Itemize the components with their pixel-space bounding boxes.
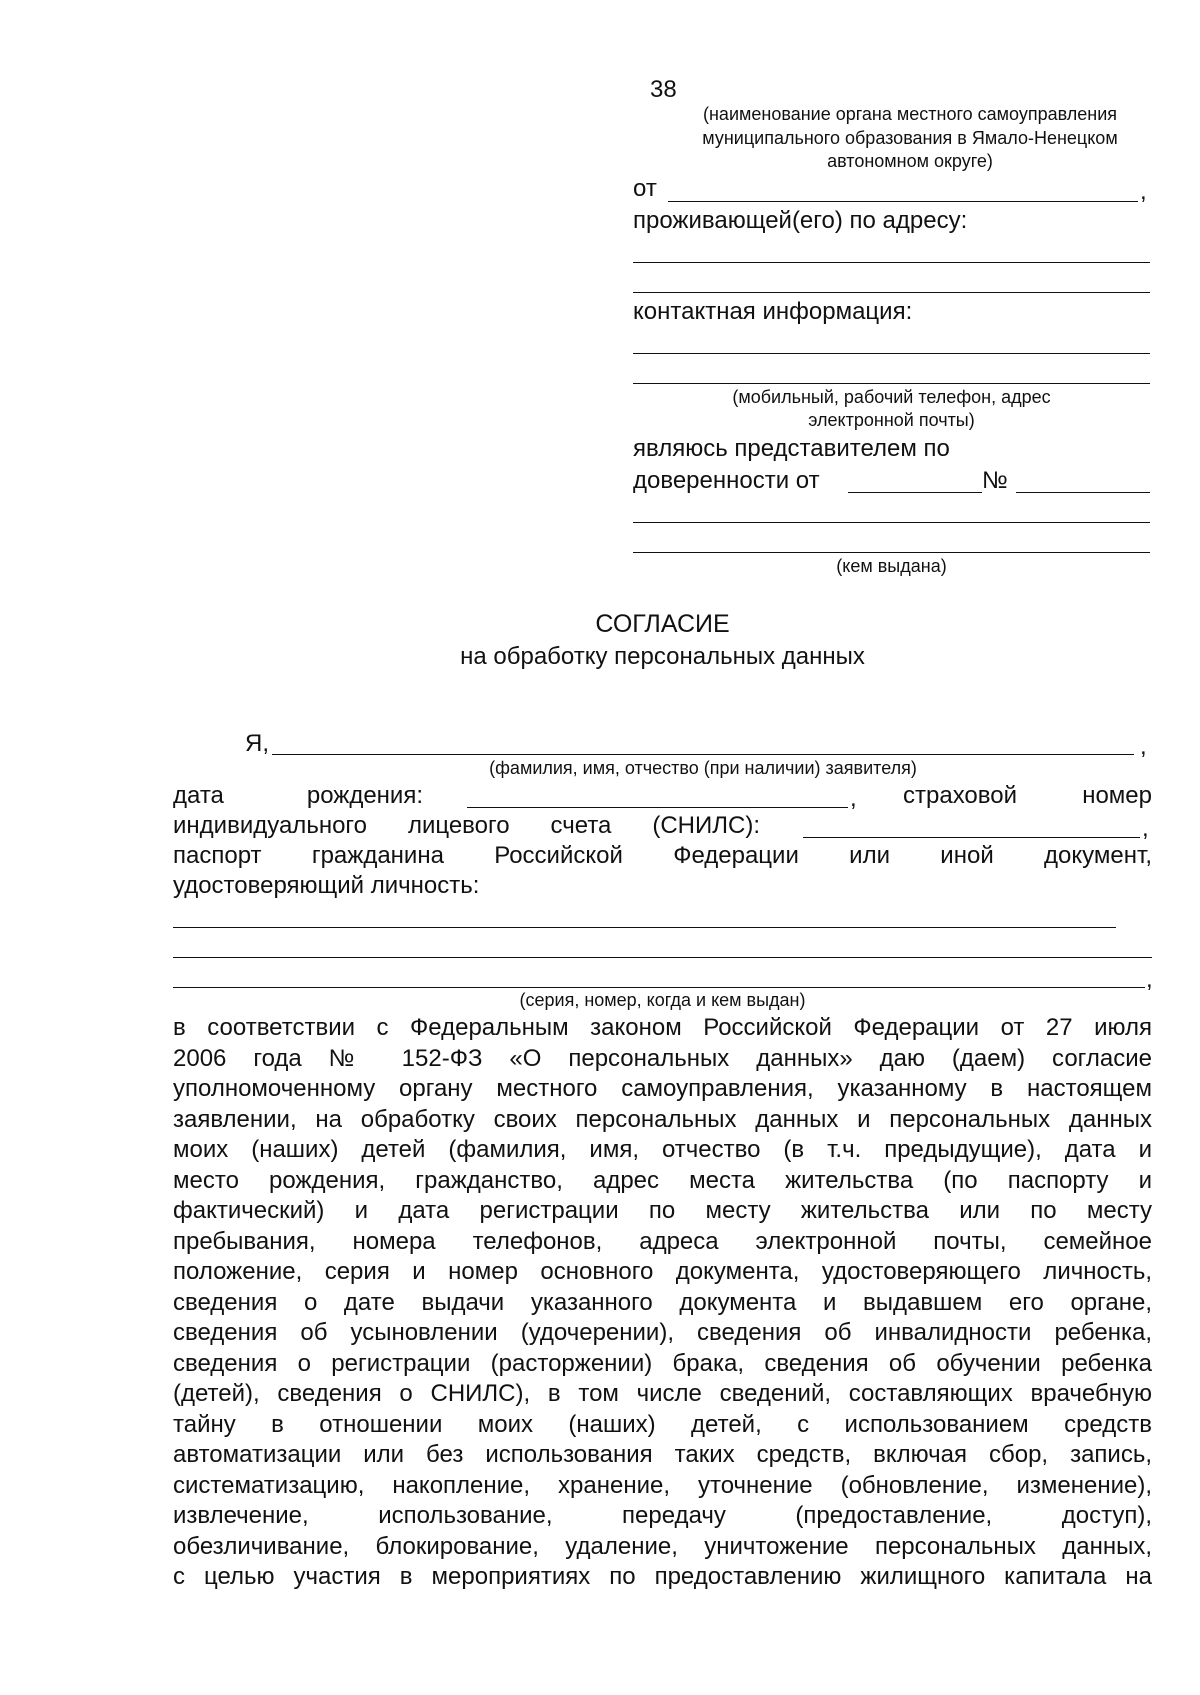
from-field-line[interactable] (668, 201, 1138, 202)
contact-caption-line-1: (мобильный, рабочий телефон, адрес (732, 387, 1051, 407)
body-line: пребывания, номера телефонов, адреса электронной почты, семейное (173, 1227, 1152, 1255)
snils-field-line[interactable] (803, 837, 1140, 838)
body-line: моих (наших) детей (фамилия, имя, отчество (в т.ч. предыдущие), дата и (173, 1136, 1152, 1163)
body-line: извлечение, использование, передачу (предоставление, доступ), (173, 1502, 1152, 1529)
dob-trailing-comma: , (850, 785, 857, 812)
from-trailing-comma: , (1140, 178, 1147, 205)
issued-by-caption: (кем выдана) (836, 556, 947, 576)
org-caption-line-1: (наименование органа местного самоуправления (703, 104, 1117, 124)
number-sign: № (982, 467, 1008, 494)
passport-line-text: паспорт гражданина Российской Федерации или иной документ, (173, 842, 1152, 869)
representative-line-1: являюсь представителем по (633, 435, 950, 462)
body-line: (детей), сведения о СНИЛС), в том числе сведений, составляющих врачебную (173, 1380, 1152, 1407)
applicant-fio-line[interactable] (272, 754, 1134, 755)
address-label: проживающей(его) по адресу: (633, 207, 968, 234)
body-line: обезличивание, блокирование, удаление, уничтожение персональных данных, (173, 1532, 1152, 1560)
body-line: 2006 года № 152-ФЗ «О персональных данных» даю (даем) согласие (173, 1044, 1152, 1072)
contact-field-line-2[interactable] (633, 383, 1150, 384)
org-caption-line-3: автономном округе) (827, 151, 993, 171)
document-caption: (серия, номер, когда и кем выдан) (519, 990, 806, 1010)
snils-label-a (903, 782, 1152, 810)
consent-body-text (173, 1013, 1152, 1593)
body-line: с целью участия в мероприятиях по предоставлению жилищного капитала на (173, 1563, 1152, 1590)
i-label: Я, (245, 730, 269, 757)
contact-field-line-1[interactable] (633, 353, 1150, 354)
document-field-line-2[interactable] (173, 957, 1152, 958)
address-field-line-1[interactable] (633, 262, 1150, 263)
body-line: уполномоченному органу местного самоуправления, указанному в настоящем (173, 1075, 1152, 1102)
page-number: 38 (650, 76, 677, 103)
issued-by-line-1[interactable] (633, 522, 1150, 523)
snils-label-b-text: индивидуального лицевого счета (СНИЛС): (173, 812, 760, 839)
issued-by-line-2[interactable] (633, 552, 1150, 553)
snils-label-a-text: страховой номер (903, 782, 1152, 809)
document-field-line-3[interactable] (173, 987, 1145, 988)
body-line: место рождения, гражданство, адрес места жительства (по паспорту и (173, 1166, 1152, 1194)
document-trailing-comma: , (1146, 966, 1153, 993)
body-line: фактический) и дата регистрации по месту жительства или по месту (173, 1197, 1152, 1224)
document-title: СОГЛАСИЕ (595, 610, 730, 638)
power-of-attorney-number-line[interactable] (1016, 492, 1150, 493)
power-of-attorney-date-line[interactable] (848, 492, 982, 493)
representative-line-2-prefix: доверенности от (633, 467, 820, 494)
dob-label-text: дата рождения: (173, 782, 423, 809)
passport-line-2: удостоверяющий личность: (173, 872, 480, 899)
snils-label-b (173, 812, 760, 840)
body-line: сведения о дате выдачи указанного документа и выдавшем его органе, (173, 1288, 1152, 1316)
body-line: в соответствии с Федеральным законом Российской Федерации от 27 июля (173, 1014, 1152, 1041)
fio-trailing-comma: , (1140, 733, 1147, 760)
snils-trailing-comma: , (1142, 815, 1149, 842)
body-line: сведения об усыновлении (удочерении), сведения об инвалидности ребенка, (173, 1319, 1152, 1346)
body-line: тайну в отношении моих (наших) детей, с использованием средств (173, 1410, 1152, 1438)
body-line: сведения о регистрации (расторжении) брака, сведения об обучении ребенка (173, 1349, 1152, 1377)
body-line: систематизацию, накопление, хранение, уточнение (обновление, изменение), (173, 1471, 1152, 1499)
from-label: от (633, 175, 657, 202)
contact-label: контактная информация: (633, 298, 913, 325)
passport-line (173, 842, 1152, 870)
body-line: положение, серия и номер основного документа, удостоверяющего личность, (173, 1258, 1152, 1285)
body-line: автоматизации или без использования таких средств, включая сбор, запись, (173, 1441, 1152, 1468)
body-line: заявлении, на обработку своих персональных данных и персональных данных (173, 1105, 1152, 1133)
fio-caption: (фамилия, имя, отчество (при наличии) заявителя) (489, 758, 917, 778)
dob-field-line[interactable] (467, 807, 848, 808)
document-subtitle: на обработку персональных данных (460, 643, 865, 670)
contact-caption-line-2: электронной почты) (808, 410, 975, 430)
address-field-line-2[interactable] (633, 292, 1150, 293)
org-caption-line-2: муниципального образования в Ямало-Ненецком (702, 128, 1118, 148)
document-field-line-1[interactable] (173, 927, 1116, 928)
